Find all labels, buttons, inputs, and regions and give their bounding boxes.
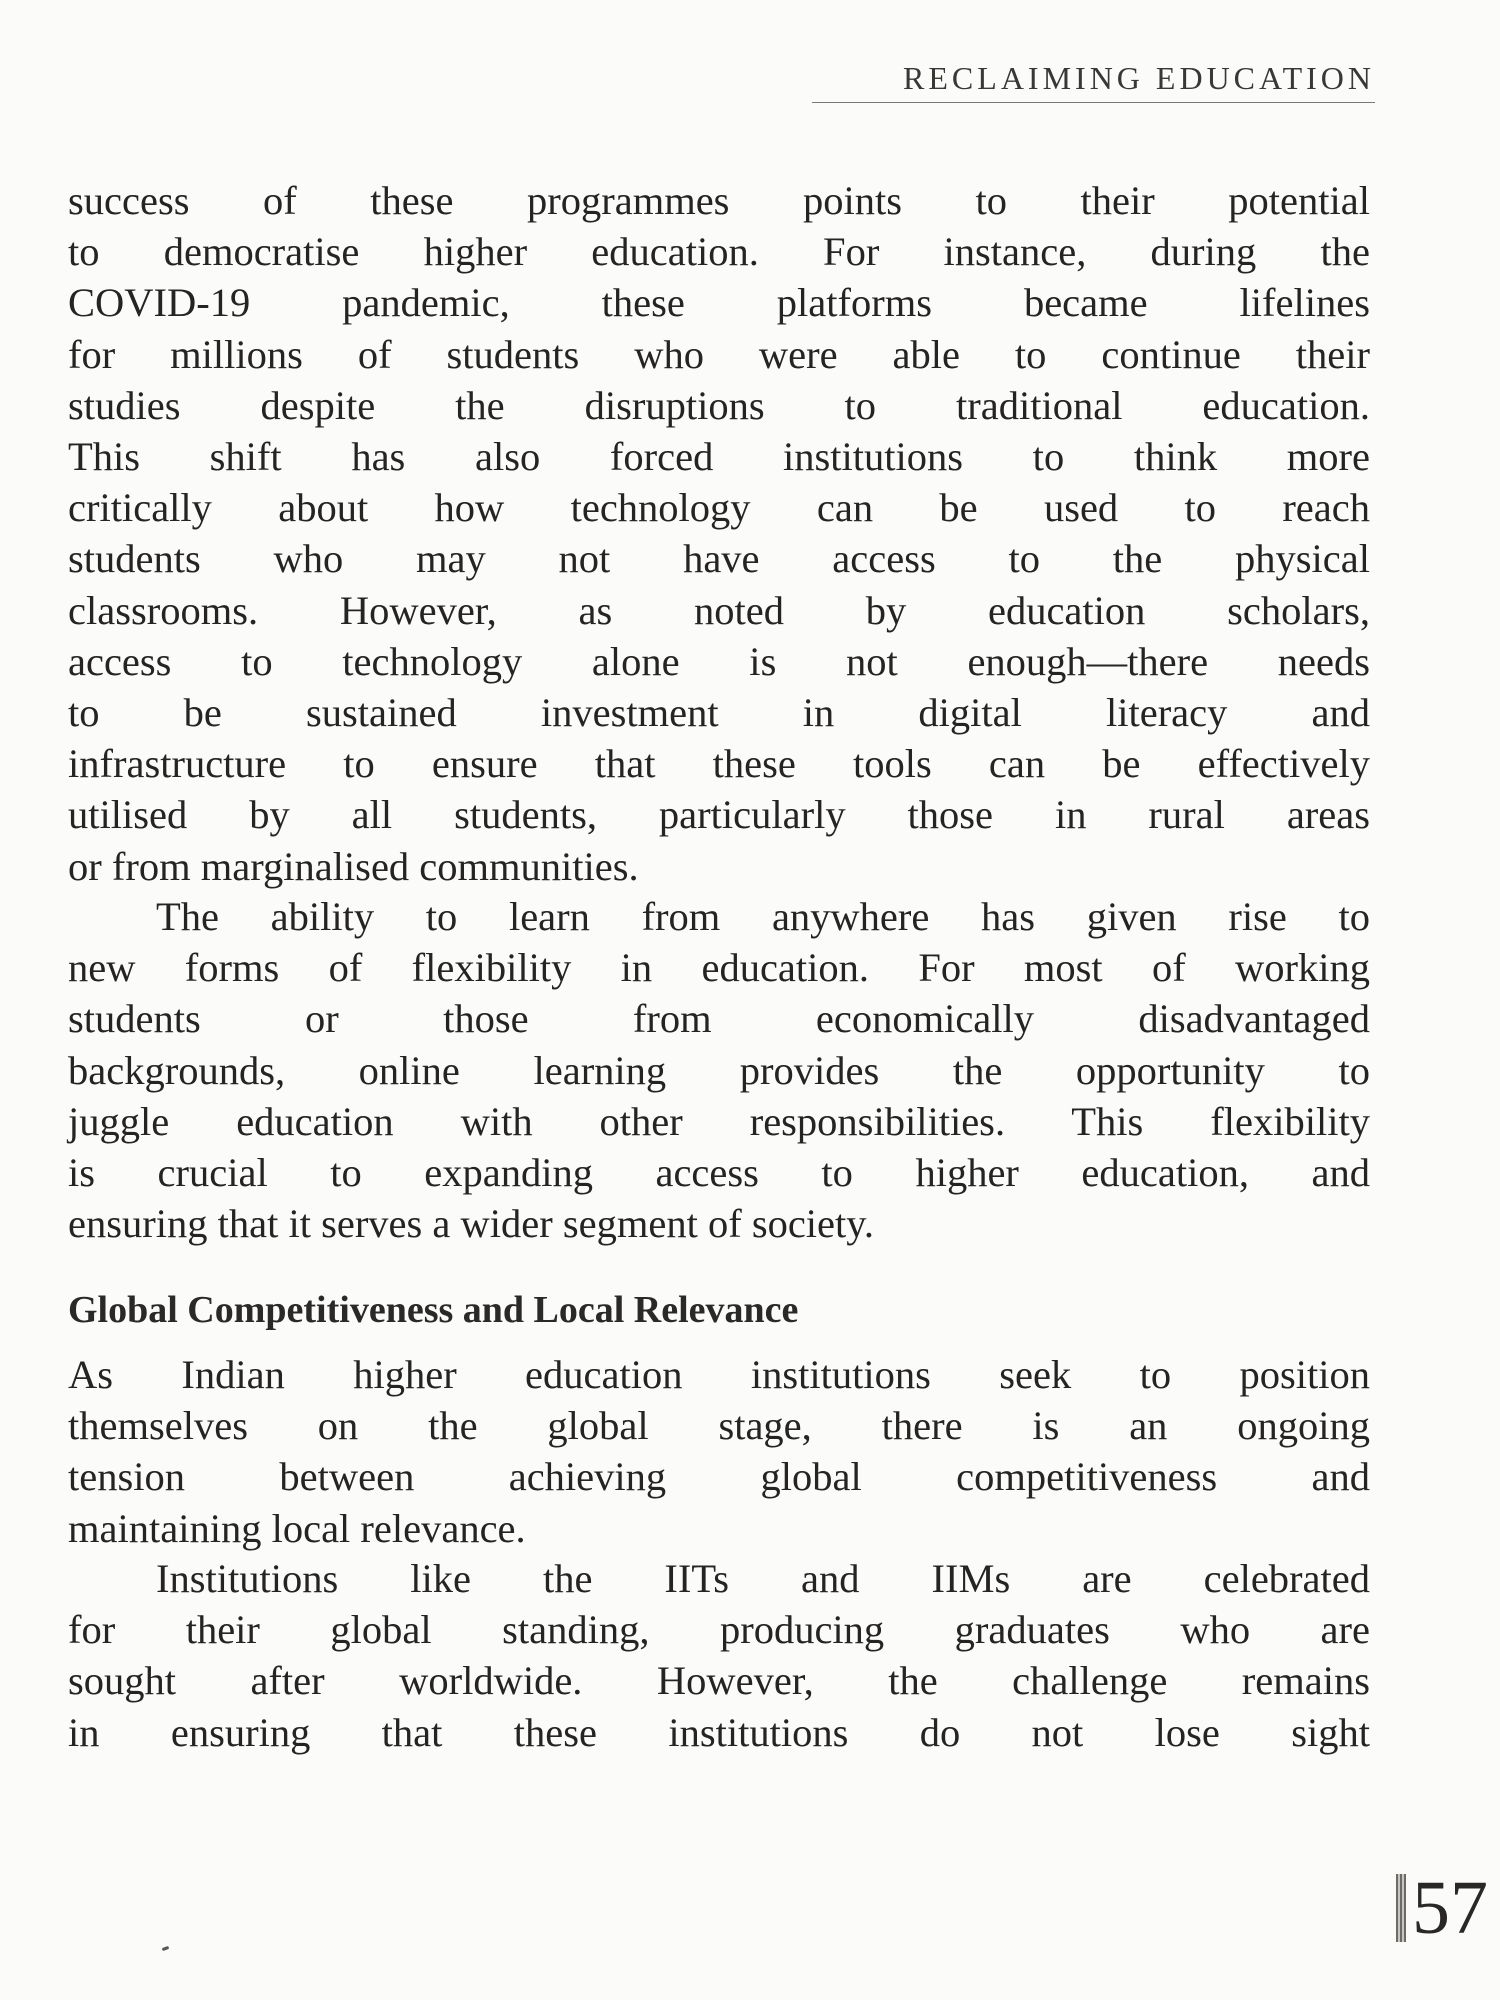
text-line: classrooms. However, as noted by education scholars, bbox=[68, 587, 1370, 633]
page-number: 57 bbox=[1412, 1866, 1488, 1950]
text-line: for their global standing, producing graduates who are bbox=[68, 1607, 1370, 1653]
text-line: students or those from economically disadvantaged bbox=[68, 996, 1370, 1042]
text-line: themselves on the global stage, there is an ongoing bbox=[68, 1403, 1370, 1449]
text-line: As Indian higher education institutions seek to position bbox=[68, 1352, 1370, 1397]
text-line: to democratise higher education. For instance, during the bbox=[68, 229, 1370, 275]
text-line: for millions of students who were able to continue their bbox=[68, 331, 1370, 377]
text-line: infrastructure to ensure that these tools can be effectively bbox=[68, 741, 1370, 787]
text-line: sought after worldwide. However, the challenge remains bbox=[68, 1658, 1370, 1704]
text-line: tension between achieving global competitiveness and bbox=[68, 1454, 1370, 1500]
text-line: juggle education with other responsibilities. This flexibility bbox=[68, 1098, 1370, 1144]
text-line: studies despite the disruptions to traditional education. bbox=[68, 382, 1370, 428]
page-number-block bbox=[1396, 1866, 1488, 1950]
text-line: success of these programmes points to their potential bbox=[68, 178, 1370, 223]
text-line: This shift has also forced institutions to think more bbox=[68, 434, 1370, 480]
section-heading: Global Competitiveness and Local Relevance bbox=[68, 1289, 799, 1331]
text-line: COVID-19 pandemic, these platforms became lifelines bbox=[68, 280, 1370, 326]
text-line: The ability to learn from anywhere has given rise to bbox=[156, 894, 1370, 939]
text-line: maintaining local relevance. bbox=[68, 1505, 526, 1551]
text-line: backgrounds, online learning provides the opportunity to bbox=[68, 1047, 1370, 1093]
running-head: RECLAIMING EDUCATION bbox=[812, 58, 1375, 103]
scan-speck bbox=[162, 1946, 170, 1951]
text-line: ensuring that it serves a wider segment of society. bbox=[68, 1201, 875, 1247]
text-line: utilised by all students, particularly those in rural areas bbox=[68, 792, 1370, 838]
paragraph-1 bbox=[68, 175, 1370, 892]
text-line: access to technology alone is not enough—there needs bbox=[68, 638, 1370, 684]
folio-bar bbox=[1396, 1874, 1406, 1942]
text-line: in ensuring that these institutions do not lose sight bbox=[68, 1709, 1370, 1755]
text-line: is crucial to expanding access to higher education, and bbox=[68, 1150, 1370, 1196]
paragraph-2 bbox=[68, 891, 1370, 1249]
text-line: or from marginalised communities. bbox=[68, 843, 639, 889]
paragraph-3 bbox=[68, 1349, 1370, 1554]
text-line: to be sustained investment in digital literacy and bbox=[68, 690, 1370, 736]
text-line: critically about how technology can be used to reach bbox=[68, 485, 1370, 531]
text-line: Institutions like the IITs and IIMs are celebrated bbox=[156, 1556, 1370, 1601]
text-line: new forms of flexibility in education. For most of working bbox=[68, 945, 1370, 991]
paragraph-4 bbox=[68, 1553, 1370, 1758]
text-line: students who may not have access to the physical bbox=[68, 536, 1370, 582]
